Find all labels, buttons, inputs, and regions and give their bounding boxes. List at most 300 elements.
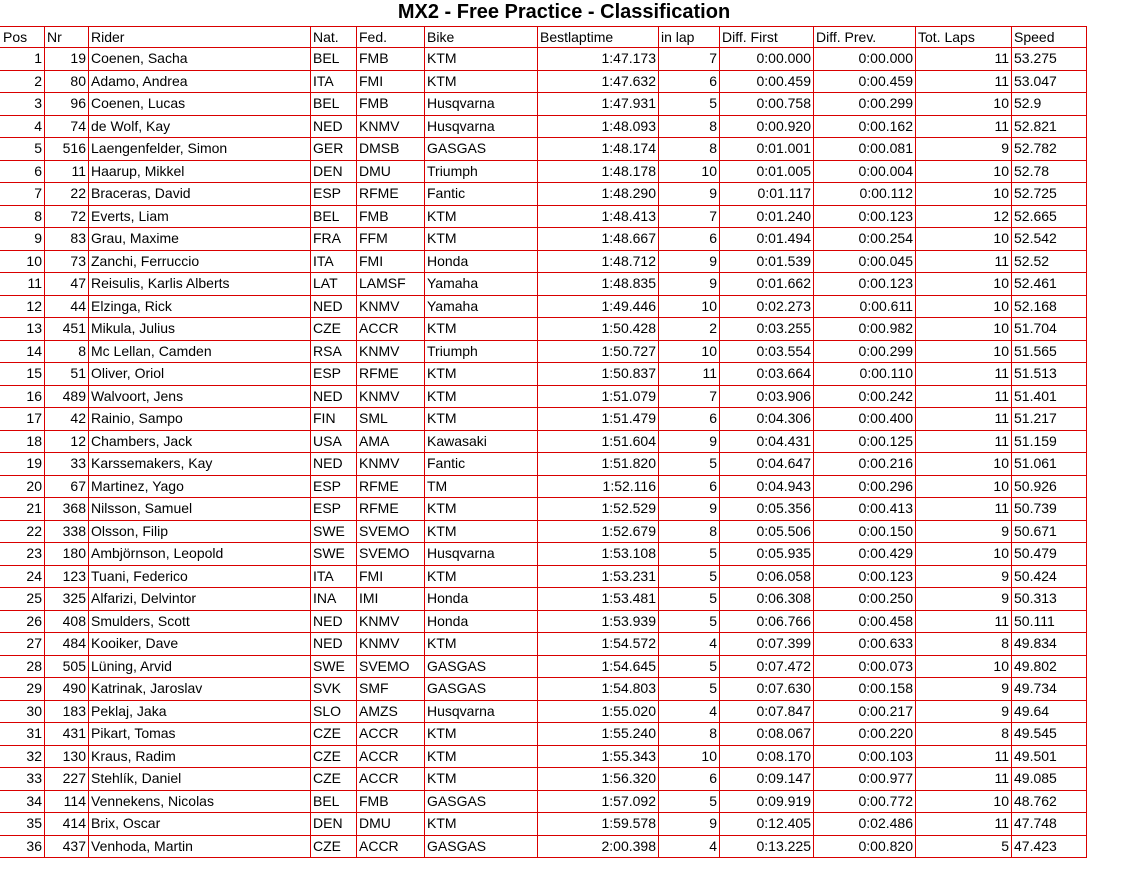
cell-best: 1:59.578	[538, 813, 659, 836]
cell-best: 1:48.178	[538, 160, 659, 183]
cell-speed: 51.513	[1012, 363, 1087, 386]
cell-diff-prev: 0:00.250	[814, 588, 916, 611]
cell-diff-prev: 0:00.000	[814, 48, 916, 71]
cell-bike: Yamaha	[425, 273, 538, 296]
cell-nr: 505	[45, 655, 89, 678]
cell-nat: BEL	[311, 93, 357, 116]
cell-nat: DEN	[311, 160, 357, 183]
cell-bike: Husqvarna	[425, 700, 538, 723]
cell-diff-prev: 0:00.073	[814, 655, 916, 678]
cell-best: 1:48.835	[538, 273, 659, 296]
cell-rider: Smulders, Scott	[89, 610, 311, 633]
cell-diff-prev: 0:00.123	[814, 273, 916, 296]
cell-pos: 16	[1, 385, 45, 408]
cell-bike: Yamaha	[425, 295, 538, 318]
cell-speed: 51.159	[1012, 430, 1087, 453]
cell-bike: Husqvarna	[425, 93, 538, 116]
cell-diff-first: 0:00.459	[720, 70, 814, 93]
cell-fed: KNMV	[357, 295, 425, 318]
cell-bike: KTM	[425, 363, 538, 386]
cell-laps: 10	[916, 93, 1012, 116]
cell-bike: Husqvarna	[425, 543, 538, 566]
cell-best: 1:53.108	[538, 543, 659, 566]
cell-rider: Olsson, Filip	[89, 520, 311, 543]
column-header-diff-prev: Diff. Prev.	[814, 27, 916, 48]
cell-diff-first: 0:01.662	[720, 273, 814, 296]
table-row	[1, 93, 1087, 116]
cell-nat: BEL	[311, 205, 357, 228]
cell-bike: KTM	[425, 205, 538, 228]
cell-fed: KNMV	[357, 453, 425, 476]
cell-bike: KTM	[425, 813, 538, 836]
cell-inlap: 5	[659, 543, 720, 566]
table-row	[1, 835, 1087, 858]
cell-pos: 23	[1, 543, 45, 566]
cell-inlap: 11	[659, 363, 720, 386]
cell-nr: 74	[45, 115, 89, 138]
cell-inlap: 8	[659, 520, 720, 543]
cell-nat: SVK	[311, 678, 357, 701]
classification-table	[0, 26, 1087, 858]
cell-bike: TM	[425, 475, 538, 498]
cell-nat: BEL	[311, 48, 357, 71]
cell-nat: ESP	[311, 363, 357, 386]
cell-inlap: 10	[659, 745, 720, 768]
cell-inlap: 4	[659, 633, 720, 656]
table-row	[1, 633, 1087, 656]
cell-nr: 47	[45, 273, 89, 296]
cell-nat: CZE	[311, 745, 357, 768]
cell-fed: SVEMO	[357, 520, 425, 543]
cell-best: 1:52.679	[538, 520, 659, 543]
cell-diff-prev: 0:02.486	[814, 813, 916, 836]
cell-best: 1:51.479	[538, 408, 659, 431]
cell-rider: Rainio, Sampo	[89, 408, 311, 431]
cell-speed: 52.725	[1012, 183, 1087, 206]
table-row	[1, 183, 1087, 206]
cell-best: 1:50.428	[538, 318, 659, 341]
cell-nat: RSA	[311, 340, 357, 363]
cell-speed: 53.047	[1012, 70, 1087, 93]
cell-diff-first: 0:06.308	[720, 588, 814, 611]
cell-nr: 414	[45, 813, 89, 836]
cell-best: 1:51.820	[538, 453, 659, 476]
cell-fed: LAMSF	[357, 273, 425, 296]
cell-laps: 10	[916, 318, 1012, 341]
cell-bike: KTM	[425, 48, 538, 71]
results-body	[1, 48, 1087, 858]
cell-best: 1:48.413	[538, 205, 659, 228]
cell-bike: KTM	[425, 408, 538, 431]
cell-diff-first: 0:00.758	[720, 93, 814, 116]
cell-nr: 73	[45, 250, 89, 273]
cell-inlap: 4	[659, 835, 720, 858]
cell-laps: 10	[916, 453, 1012, 476]
cell-nr: 12	[45, 430, 89, 453]
cell-nat: SWE	[311, 655, 357, 678]
table-row	[1, 565, 1087, 588]
page-title: MX2 - Free Practice - Classification	[397, 1, 731, 23]
cell-laps: 10	[916, 160, 1012, 183]
cell-nr: 484	[45, 633, 89, 656]
cell-pos: 6	[1, 160, 45, 183]
cell-diff-first: 0:05.935	[720, 543, 814, 566]
cell-diff-first: 0:13.225	[720, 835, 814, 858]
cell-bike: KTM	[425, 498, 538, 521]
cell-bike: Fantic	[425, 183, 538, 206]
cell-fed: KNMV	[357, 340, 425, 363]
table-row	[1, 453, 1087, 476]
cell-nat: ITA	[311, 70, 357, 93]
cell-fed: DMSB	[357, 138, 425, 161]
cell-speed: 52.461	[1012, 273, 1087, 296]
cell-diff-first: 0:12.405	[720, 813, 814, 836]
cell-laps: 9	[916, 565, 1012, 588]
cell-speed: 51.401	[1012, 385, 1087, 408]
cell-speed: 52.78	[1012, 160, 1087, 183]
cell-diff-first: 0:01.494	[720, 228, 814, 251]
cell-pos: 25	[1, 588, 45, 611]
cell-best: 1:48.712	[538, 250, 659, 273]
cell-best: 1:55.020	[538, 700, 659, 723]
table-row	[1, 70, 1087, 93]
cell-nr: 368	[45, 498, 89, 521]
cell-nat: LAT	[311, 273, 357, 296]
cell-best: 1:53.231	[538, 565, 659, 588]
cell-rider: Coenen, Sacha	[89, 48, 311, 71]
cell-rider: Walvoort, Jens	[89, 385, 311, 408]
cell-nat: NED	[311, 115, 357, 138]
cell-rider: Martinez, Yago	[89, 475, 311, 498]
cell-pos: 21	[1, 498, 45, 521]
cell-speed: 49.501	[1012, 745, 1087, 768]
column-header-best: Bestlaptime	[538, 27, 659, 48]
table-row	[1, 385, 1087, 408]
cell-diff-first: 0:09.147	[720, 768, 814, 791]
cell-nat: NED	[311, 610, 357, 633]
cell-rider: Grau, Maxime	[89, 228, 311, 251]
cell-diff-first: 0:01.539	[720, 250, 814, 273]
cell-pos: 20	[1, 475, 45, 498]
cell-speed: 49.545	[1012, 723, 1087, 746]
table-row	[1, 678, 1087, 701]
cell-fed: FMB	[357, 48, 425, 71]
cell-speed: 52.168	[1012, 295, 1087, 318]
cell-bike: Husqvarna	[425, 115, 538, 138]
cell-nr: 67	[45, 475, 89, 498]
table-row	[1, 790, 1087, 813]
cell-diff-first: 0:07.847	[720, 700, 814, 723]
cell-best: 1:53.939	[538, 610, 659, 633]
cell-pos: 22	[1, 520, 45, 543]
cell-inlap: 5	[659, 678, 720, 701]
cell-nat: ESP	[311, 183, 357, 206]
cell-inlap: 6	[659, 228, 720, 251]
cell-diff-prev: 0:00.611	[814, 295, 916, 318]
cell-laps: 10	[916, 790, 1012, 813]
cell-fed: FMI	[357, 565, 425, 588]
cell-pos: 35	[1, 813, 45, 836]
table-row	[1, 723, 1087, 746]
header-row	[1, 27, 1087, 48]
cell-pos: 24	[1, 565, 45, 588]
cell-pos: 4	[1, 115, 45, 138]
cell-inlap: 5	[659, 610, 720, 633]
cell-rider: Oliver, Oriol	[89, 363, 311, 386]
cell-fed: ACCR	[357, 768, 425, 791]
cell-fed: AMA	[357, 430, 425, 453]
cell-inlap: 9	[659, 273, 720, 296]
cell-diff-first: 0:00.000	[720, 48, 814, 71]
cell-diff-prev: 0:00.459	[814, 70, 916, 93]
cell-pos: 3	[1, 93, 45, 116]
cell-rider: Elzinga, Rick	[89, 295, 311, 318]
cell-laps: 11	[916, 408, 1012, 431]
cell-nr: 490	[45, 678, 89, 701]
table-row	[1, 430, 1087, 453]
cell-nat: CZE	[311, 723, 357, 746]
cell-fed: ACCR	[357, 835, 425, 858]
cell-nat: NED	[311, 295, 357, 318]
cell-bike: Honda	[425, 610, 538, 633]
cell-nat: SWE	[311, 543, 357, 566]
table-row	[1, 295, 1087, 318]
cell-nr: 51	[45, 363, 89, 386]
cell-diff-prev: 0:00.254	[814, 228, 916, 251]
cell-nr: 431	[45, 723, 89, 746]
cell-rider: Nilsson, Samuel	[89, 498, 311, 521]
cell-speed: 52.821	[1012, 115, 1087, 138]
cell-laps: 9	[916, 588, 1012, 611]
cell-inlap: 9	[659, 498, 720, 521]
cell-inlap: 5	[659, 453, 720, 476]
cell-speed: 51.565	[1012, 340, 1087, 363]
cell-speed: 52.782	[1012, 138, 1087, 161]
cell-fed: FMB	[357, 93, 425, 116]
cell-laps: 10	[916, 340, 1012, 363]
cell-inlap: 5	[659, 790, 720, 813]
cell-best: 1:55.343	[538, 745, 659, 768]
cell-diff-prev: 0:00.123	[814, 565, 916, 588]
cell-laps: 5	[916, 835, 1012, 858]
cell-bike: GASGAS	[425, 655, 538, 678]
cell-inlap: 10	[659, 160, 720, 183]
cell-nr: 33	[45, 453, 89, 476]
cell-fed: DMU	[357, 160, 425, 183]
cell-pos: 27	[1, 633, 45, 656]
cell-laps: 10	[916, 183, 1012, 206]
cell-best: 1:48.174	[538, 138, 659, 161]
cell-laps: 9	[916, 138, 1012, 161]
cell-laps: 11	[916, 115, 1012, 138]
cell-speed: 47.748	[1012, 813, 1087, 836]
cell-inlap: 2	[659, 318, 720, 341]
cell-diff-first: 0:01.240	[720, 205, 814, 228]
cell-diff-prev: 0:00.413	[814, 498, 916, 521]
cell-speed: 52.9	[1012, 93, 1087, 116]
table-row	[1, 700, 1087, 723]
cell-speed: 49.802	[1012, 655, 1087, 678]
cell-speed: 52.665	[1012, 205, 1087, 228]
cell-bike: GASGAS	[425, 790, 538, 813]
column-header-nat: Nat.	[311, 27, 357, 48]
cell-nr: 489	[45, 385, 89, 408]
cell-diff-prev: 0:00.110	[814, 363, 916, 386]
cell-nat: CZE	[311, 318, 357, 341]
cell-speed: 50.739	[1012, 498, 1087, 521]
cell-nr: 130	[45, 745, 89, 768]
cell-nr: 180	[45, 543, 89, 566]
table-row	[1, 655, 1087, 678]
cell-speed: 50.671	[1012, 520, 1087, 543]
cell-nat: NED	[311, 633, 357, 656]
cell-bike: Honda	[425, 250, 538, 273]
cell-best: 1:54.572	[538, 633, 659, 656]
cell-best: 1:54.645	[538, 655, 659, 678]
cell-laps: 9	[916, 700, 1012, 723]
cell-speed: 50.926	[1012, 475, 1087, 498]
cell-diff-first: 0:03.664	[720, 363, 814, 386]
cell-rider: Pikart, Tomas	[89, 723, 311, 746]
cell-nr: 83	[45, 228, 89, 251]
cell-pos: 30	[1, 700, 45, 723]
cell-rider: Braceras, David	[89, 183, 311, 206]
cell-speed: 51.704	[1012, 318, 1087, 341]
table-row	[1, 138, 1087, 161]
cell-diff-prev: 0:00.125	[814, 430, 916, 453]
cell-nr: 80	[45, 70, 89, 93]
cell-inlap: 8	[659, 723, 720, 746]
cell-best: 1:50.727	[538, 340, 659, 363]
cell-fed: SML	[357, 408, 425, 431]
cell-nr: 44	[45, 295, 89, 318]
cell-diff-first: 0:08.067	[720, 723, 814, 746]
cell-nr: 123	[45, 565, 89, 588]
cell-diff-first: 0:01.001	[720, 138, 814, 161]
cell-best: 1:51.604	[538, 430, 659, 453]
cell-best: 1:56.320	[538, 768, 659, 791]
cell-inlap: 9	[659, 183, 720, 206]
cell-diff-prev: 0:00.081	[814, 138, 916, 161]
table-row	[1, 408, 1087, 431]
cell-nat: ITA	[311, 250, 357, 273]
cell-pos: 28	[1, 655, 45, 678]
cell-laps: 8	[916, 723, 1012, 746]
cell-pos: 12	[1, 295, 45, 318]
cell-rider: Tuani, Federico	[89, 565, 311, 588]
column-header-bike: Bike	[425, 27, 538, 48]
cell-laps: 10	[916, 228, 1012, 251]
cell-fed: KNMV	[357, 610, 425, 633]
cell-bike: KTM	[425, 633, 538, 656]
cell-nr: 96	[45, 93, 89, 116]
cell-pos: 34	[1, 790, 45, 813]
cell-laps: 11	[916, 498, 1012, 521]
cell-speed: 50.111	[1012, 610, 1087, 633]
cell-pos: 9	[1, 228, 45, 251]
cell-fed: RFME	[357, 183, 425, 206]
cell-bike: Fantic	[425, 453, 538, 476]
cell-laps: 11	[916, 385, 1012, 408]
cell-inlap: 9	[659, 430, 720, 453]
cell-pos: 32	[1, 745, 45, 768]
cell-fed: KNMV	[357, 633, 425, 656]
cell-nat: ITA	[311, 565, 357, 588]
cell-best: 1:55.240	[538, 723, 659, 746]
table-row	[1, 340, 1087, 363]
cell-best: 1:48.290	[538, 183, 659, 206]
cell-bike: Kawasaki	[425, 430, 538, 453]
cell-diff-first: 0:08.170	[720, 745, 814, 768]
cell-laps: 10	[916, 273, 1012, 296]
cell-inlap: 5	[659, 655, 720, 678]
cell-speed: 51.061	[1012, 453, 1087, 476]
cell-fed: KNMV	[357, 115, 425, 138]
cell-best: 1:50.837	[538, 363, 659, 386]
cell-laps: 10	[916, 475, 1012, 498]
cell-fed: FMB	[357, 205, 425, 228]
cell-diff-prev: 0:00.162	[814, 115, 916, 138]
cell-pos: 5	[1, 138, 45, 161]
cell-pos: 8	[1, 205, 45, 228]
cell-laps: 11	[916, 768, 1012, 791]
cell-speed: 50.479	[1012, 543, 1087, 566]
cell-diff-prev: 0:00.150	[814, 520, 916, 543]
cell-inlap: 5	[659, 93, 720, 116]
cell-laps: 10	[916, 543, 1012, 566]
cell-fed: SVEMO	[357, 543, 425, 566]
cell-best: 1:54.803	[538, 678, 659, 701]
cell-nr: 72	[45, 205, 89, 228]
cell-fed: FMB	[357, 790, 425, 813]
cell-rider: Alfarizi, Delvintor	[89, 588, 311, 611]
cell-nat: ESP	[311, 498, 357, 521]
cell-bike: KTM	[425, 385, 538, 408]
cell-best: 1:47.632	[538, 70, 659, 93]
table-row	[1, 115, 1087, 138]
table-row	[1, 768, 1087, 791]
cell-diff-first: 0:04.431	[720, 430, 814, 453]
cell-fed: ACCR	[357, 318, 425, 341]
column-header-speed: Speed	[1012, 27, 1087, 48]
cell-inlap: 10	[659, 295, 720, 318]
cell-pos: 31	[1, 723, 45, 746]
cell-pos: 17	[1, 408, 45, 431]
cell-nat: SLO	[311, 700, 357, 723]
cell-pos: 15	[1, 363, 45, 386]
cell-diff-prev: 0:00.216	[814, 453, 916, 476]
cell-fed: RFME	[357, 475, 425, 498]
cell-fed: DMU	[357, 813, 425, 836]
cell-diff-first: 0:07.399	[720, 633, 814, 656]
cell-speed: 52.52	[1012, 250, 1087, 273]
cell-bike: KTM	[425, 723, 538, 746]
cell-bike: Triumph	[425, 340, 538, 363]
cell-nr: 408	[45, 610, 89, 633]
cell-fed: FMI	[357, 70, 425, 93]
cell-nat: USA	[311, 430, 357, 453]
cell-inlap: 7	[659, 385, 720, 408]
cell-inlap: 8	[659, 115, 720, 138]
cell-rider: Mc Lellan, Camden	[89, 340, 311, 363]
cell-nr: 437	[45, 835, 89, 858]
cell-diff-first: 0:05.506	[720, 520, 814, 543]
cell-speed: 50.313	[1012, 588, 1087, 611]
cell-fed: ACCR	[357, 745, 425, 768]
cell-nr: 516	[45, 138, 89, 161]
cell-rider: Coenen, Lucas	[89, 93, 311, 116]
column-header-inlap: in lap	[659, 27, 720, 48]
